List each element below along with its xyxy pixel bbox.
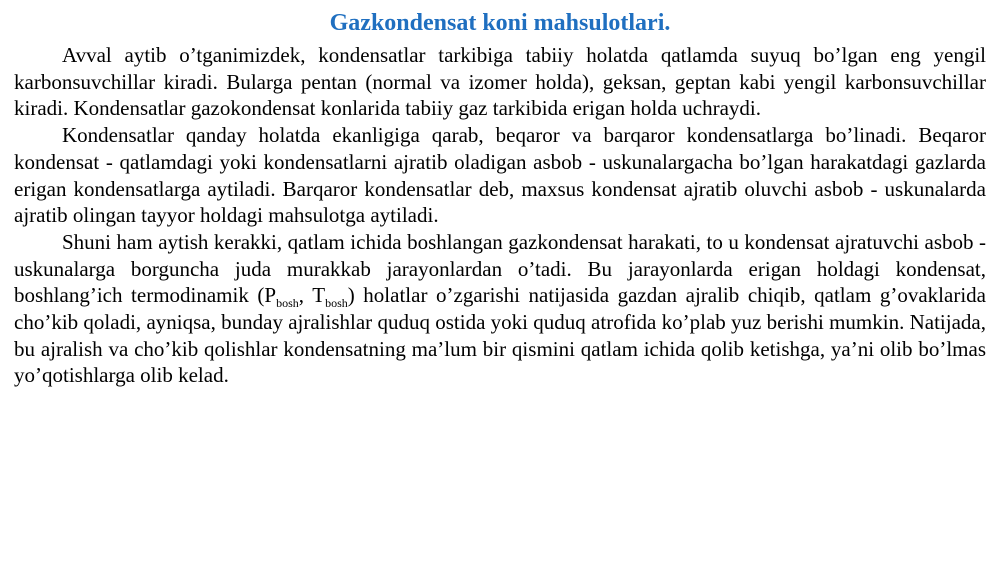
paragraph-3-text-1: Shuni ham aytish kerakki, qatlam ichida boshlangan gazkondensat harakati, to u kondensat ajratuvchi asbob - uskunalarga borguncha juda murakkab jarayonlardan o’tadi. Bu jarayonlarda erigan holdagi kondensat, boshlang’ich termodinamik (P — [14, 229, 986, 308]
paragraph-3-text-3: ) holatlar o’zgarishi natijasida gazdan ajralib chiqib, qatlam g’ovaklarida cho’kib qoladi, ayniqsa, bunday ajralishlar quduq ostida yoki quduq atrofida ko’plab yuz berishi mumkin. Natijada, bu ajralish va cho’kib qolishlar kondensatning ma’lum bir qismini qatlam ichida qolib ketishga, ya’ni olib bo’lmas yo’qotishlarga olib kelad. — [14, 283, 986, 388]
paragraph-2: Kondensatlar qanday holatda ekanligiga qarab, beqaror va barqaror kondensatlarga bo’linadi. Beqaror kondensat - qatlamdagi yoki kondensatlarni ajratib oladigan asbob - uskunalargacha bo’lgan harakatdagi gazlarda erigan kondensatlarga aytiladi. Barqaror kondensatlar deb, maxsus kondensat ajratib oluvchi asbob - uskunalarda ajratib olingan tayyor holdagi mahsulotga aytiladi. — [14, 123, 986, 228]
paragraph-3-text-2: , T — [298, 283, 326, 308]
subscript-bosh-2: bosh — [325, 296, 348, 311]
paragraph-3 — [14, 229, 986, 389]
document-title: Gazkondensat koni mahsulotlari. — [329, 10, 671, 36]
subscript-bosh-1: bosh — [276, 296, 299, 311]
paragraph-1: Avval aytib o’tganimizdek, kondensatlar tarkibiga tabiiy holatda qatlamda suyuq bo’lgan eng yengil karbonsuvchillar kiradi. Bularga pentan (normal va izomer holda), geksan, geptan kabi yengil karbonsuvchillar kiradi. Kondensatlar gazokondensat konlarida tabiiy gaz tarkibida erigan holda uchraydi. — [14, 43, 986, 121]
